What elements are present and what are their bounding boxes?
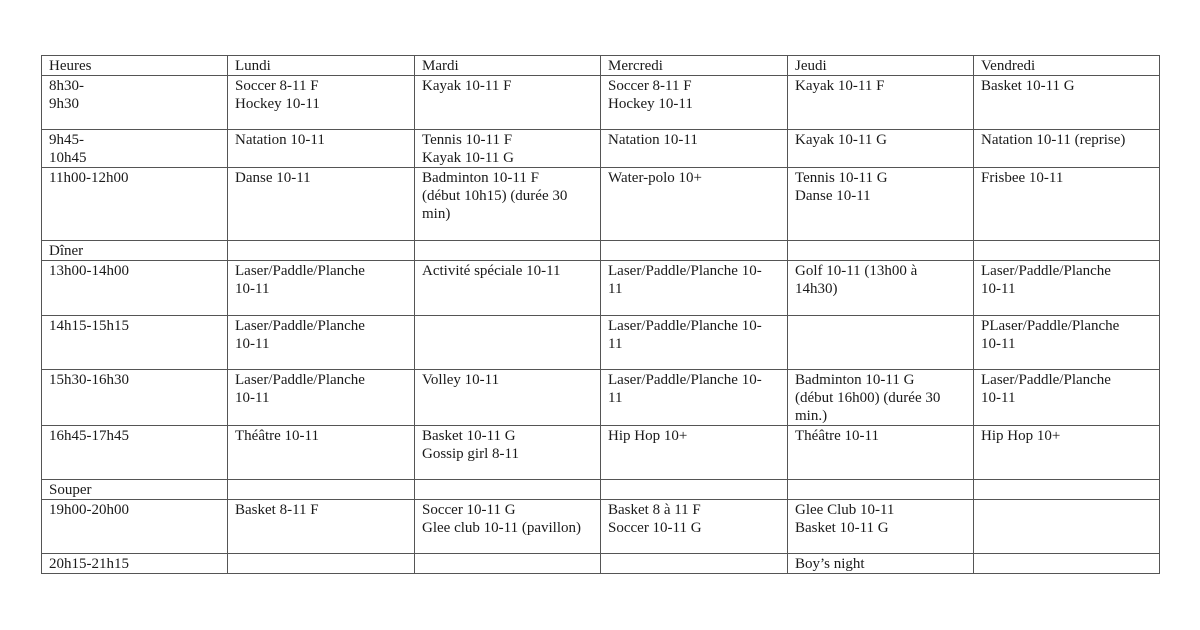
- cell-heures: [42, 168, 228, 241]
- cell-text: Glee club 10-11 (pavillon): [422, 520, 581, 536]
- cell-jeudi: [788, 426, 974, 480]
- cell-jeudi: [788, 261, 974, 316]
- cell-text: 10-11: [981, 390, 1016, 406]
- cell-heures: [42, 76, 228, 130]
- header-row: [42, 56, 1160, 76]
- cell-mercredi: [601, 370, 788, 426]
- cell-lundi: [228, 316, 415, 370]
- cell-text: Natation 10-11 (reprise): [981, 132, 1126, 148]
- cell-text: Kayak 10-11 F: [795, 78, 885, 94]
- cell-mardi: [415, 261, 601, 316]
- cell-mardi: [415, 241, 601, 261]
- cell-text: 16h45-17h45: [49, 428, 129, 444]
- cell-text: PLaser/Paddle/Planche: [981, 318, 1120, 334]
- cell-text: Laser/Paddle/Planche 10-: [608, 318, 762, 334]
- header-lundi: Lundi: [228, 56, 415, 76]
- cell-text: Golf 10-11 (13h00 à: [795, 263, 918, 279]
- cell-heures: [42, 130, 228, 168]
- cell-jeudi: [788, 316, 974, 370]
- cell-text: 14h15-15h15: [49, 318, 129, 334]
- cell-mardi: [415, 130, 601, 168]
- cell-text: 11: [608, 281, 623, 297]
- cell-lundi: [228, 554, 415, 574]
- header-mardi: Mardi: [415, 56, 601, 76]
- cell-vendredi: [974, 316, 1160, 370]
- cell-jeudi: [788, 76, 974, 130]
- cell-text: Hockey 10-11: [608, 96, 693, 112]
- cell-text: Laser/Paddle/Planche: [235, 372, 365, 388]
- cell-text: Basket 10-11 G: [981, 78, 1075, 94]
- cell-mardi: [415, 370, 601, 426]
- cell-mercredi: [601, 316, 788, 370]
- cell-jeudi: [788, 168, 974, 241]
- cell-text: Natation 10-11: [608, 132, 698, 148]
- cell-text: 9h45-: [49, 132, 84, 148]
- cell-heures: [42, 426, 228, 480]
- cell-text: Laser/Paddle/Planche: [235, 263, 365, 279]
- cell-mardi: [415, 76, 601, 130]
- cell-text: Laser/Paddle/Planche: [235, 318, 365, 334]
- cell-text: Dîner: [49, 243, 84, 259]
- cell-text: Soccer 8-11 F: [608, 78, 692, 94]
- cell-text: Soccer 8-11 F: [235, 78, 319, 94]
- cell-vendredi: [974, 76, 1160, 130]
- cell-mercredi: [601, 480, 788, 500]
- cell-text: min): [422, 206, 451, 222]
- cell-text: 19h00-20h00: [49, 502, 129, 518]
- cell-text: Glee Club 10-11: [795, 502, 895, 518]
- cell-text: 10-11: [235, 281, 270, 297]
- cell-text: Boy’s night: [795, 556, 865, 572]
- cell-text: Basket 8-11 F: [235, 502, 319, 518]
- cell-text: Kayak 10-11 G: [422, 150, 514, 166]
- cell-vendredi: [974, 241, 1160, 261]
- cell-mercredi: [601, 554, 788, 574]
- cell-lundi: [228, 168, 415, 241]
- cell-text: Gossip girl 8-11: [422, 446, 519, 462]
- cell-mercredi: [601, 168, 788, 241]
- cell-text: Hockey 10-11: [235, 96, 320, 112]
- cell-text: (début 16h00) (durée 30: [795, 390, 941, 406]
- cell-mardi: [415, 554, 601, 574]
- cell-vendredi: [974, 130, 1160, 168]
- cell-text: (début 10h15) (durée 30: [422, 188, 568, 204]
- cell-lundi: [228, 500, 415, 554]
- cell-lundi: [228, 241, 415, 261]
- cell-vendredi: [974, 426, 1160, 480]
- header-jeudi: Jeudi: [788, 56, 974, 76]
- cell-vendredi: [974, 500, 1160, 554]
- cell-text: Laser/Paddle/Planche: [981, 263, 1111, 279]
- cell-mercredi: [601, 76, 788, 130]
- table-row: [42, 370, 1160, 426]
- cell-lundi: [228, 480, 415, 500]
- cell-text: 10-11: [235, 336, 270, 352]
- cell-heures: [42, 261, 228, 316]
- cell-vendredi: [974, 554, 1160, 574]
- table-row: [42, 241, 1160, 261]
- cell-text: 11: [608, 390, 623, 406]
- cell-text: Souper: [49, 482, 92, 498]
- cell-text: Kayak 10-11 G: [795, 132, 887, 148]
- cell-text: Laser/Paddle/Planche: [981, 372, 1111, 388]
- cell-vendredi: [974, 261, 1160, 316]
- cell-heures: [42, 241, 228, 261]
- cell-text: Danse 10-11: [795, 188, 871, 204]
- header-mercredi: Mercredi: [601, 56, 788, 76]
- table-row: [42, 426, 1160, 480]
- cell-text: 10-11: [981, 281, 1016, 297]
- cell-text: 10h45: [49, 150, 87, 166]
- cell-text: Tennis 10-11 G: [795, 170, 888, 186]
- table-row: [42, 316, 1160, 370]
- cell-text: Danse 10-11: [235, 170, 311, 186]
- cell-heures: [42, 370, 228, 426]
- cell-lundi: [228, 76, 415, 130]
- cell-lundi: [228, 370, 415, 426]
- cell-text: Badminton 10-11 F: [422, 170, 539, 186]
- cell-text: 8h30-: [49, 78, 84, 94]
- cell-vendredi: [974, 370, 1160, 426]
- cell-text: Hip Hop 10+: [608, 428, 688, 444]
- cell-mercredi: [601, 130, 788, 168]
- cell-text: Soccer 10-11 G: [422, 502, 516, 518]
- schedule-body: [42, 56, 1160, 574]
- cell-text: Tennis 10-11 F: [422, 132, 513, 148]
- table-row: [42, 500, 1160, 554]
- cell-text: 13h00-14h00: [49, 263, 129, 279]
- cell-mercredi: [601, 426, 788, 480]
- cell-mercredi: [601, 500, 788, 554]
- cell-text: 10-11: [981, 336, 1016, 352]
- cell-mardi: [415, 500, 601, 554]
- cell-text: 10-11: [235, 390, 270, 406]
- cell-text: Laser/Paddle/Planche 10-: [608, 263, 762, 279]
- cell-jeudi: [788, 554, 974, 574]
- table-row: [42, 76, 1160, 130]
- cell-text: 9h30: [49, 96, 79, 112]
- cell-text: Basket 10-11 G: [795, 520, 889, 536]
- header-vendredi: Vendredi: [974, 56, 1160, 76]
- cell-heures: [42, 554, 228, 574]
- cell-heures: [42, 316, 228, 370]
- cell-text: Activité spéciale 10-11: [422, 263, 561, 279]
- table-row: [42, 554, 1160, 574]
- cell-text: Soccer 10-11 G: [608, 520, 702, 536]
- table-row: [42, 261, 1160, 316]
- cell-mercredi: [601, 261, 788, 316]
- cell-mardi: [415, 168, 601, 241]
- cell-mardi: [415, 426, 601, 480]
- header-heures: Heures: [42, 56, 228, 76]
- cell-text: Théâtre 10-11: [235, 428, 319, 444]
- cell-jeudi: [788, 241, 974, 261]
- cell-mardi: [415, 316, 601, 370]
- cell-jeudi: [788, 500, 974, 554]
- cell-heures: [42, 500, 228, 554]
- cell-text: Badminton 10-11 G: [795, 372, 915, 388]
- cell-text: 11h00-12h00: [49, 170, 129, 186]
- cell-lundi: [228, 130, 415, 168]
- cell-text: Basket 8 à 11 F: [608, 502, 701, 518]
- cell-jeudi: [788, 130, 974, 168]
- cell-text: 15h30-16h30: [49, 372, 129, 388]
- cell-text: min.): [795, 408, 828, 424]
- cell-text: Kayak 10-11 F: [422, 78, 512, 94]
- table-row: [42, 130, 1160, 168]
- cell-text: Water-polo 10+: [608, 170, 703, 186]
- cell-heures: [42, 480, 228, 500]
- schedule-table: [41, 55, 1160, 574]
- cell-text: Natation 10-11: [235, 132, 325, 148]
- cell-jeudi: [788, 370, 974, 426]
- cell-text: 20h15-21h15: [49, 556, 129, 572]
- cell-jeudi: [788, 480, 974, 500]
- cell-text: Théâtre 10-11: [795, 428, 879, 444]
- table-row: [42, 480, 1160, 500]
- cell-text: Volley 10-11: [422, 372, 500, 388]
- cell-mercredi: [601, 241, 788, 261]
- cell-lundi: [228, 261, 415, 316]
- cell-text: 11: [608, 336, 623, 352]
- cell-vendredi: [974, 168, 1160, 241]
- cell-text: Frisbee 10-11: [981, 170, 1064, 186]
- cell-text: Laser/Paddle/Planche 10-: [608, 372, 762, 388]
- cell-vendredi: [974, 480, 1160, 500]
- cell-text: Hip Hop 10+: [981, 428, 1061, 444]
- cell-text: Basket 10-11 G: [422, 428, 516, 444]
- cell-text: 14h30): [795, 281, 838, 297]
- cell-lundi: [228, 426, 415, 480]
- cell-mardi: [415, 480, 601, 500]
- table-row: [42, 168, 1160, 241]
